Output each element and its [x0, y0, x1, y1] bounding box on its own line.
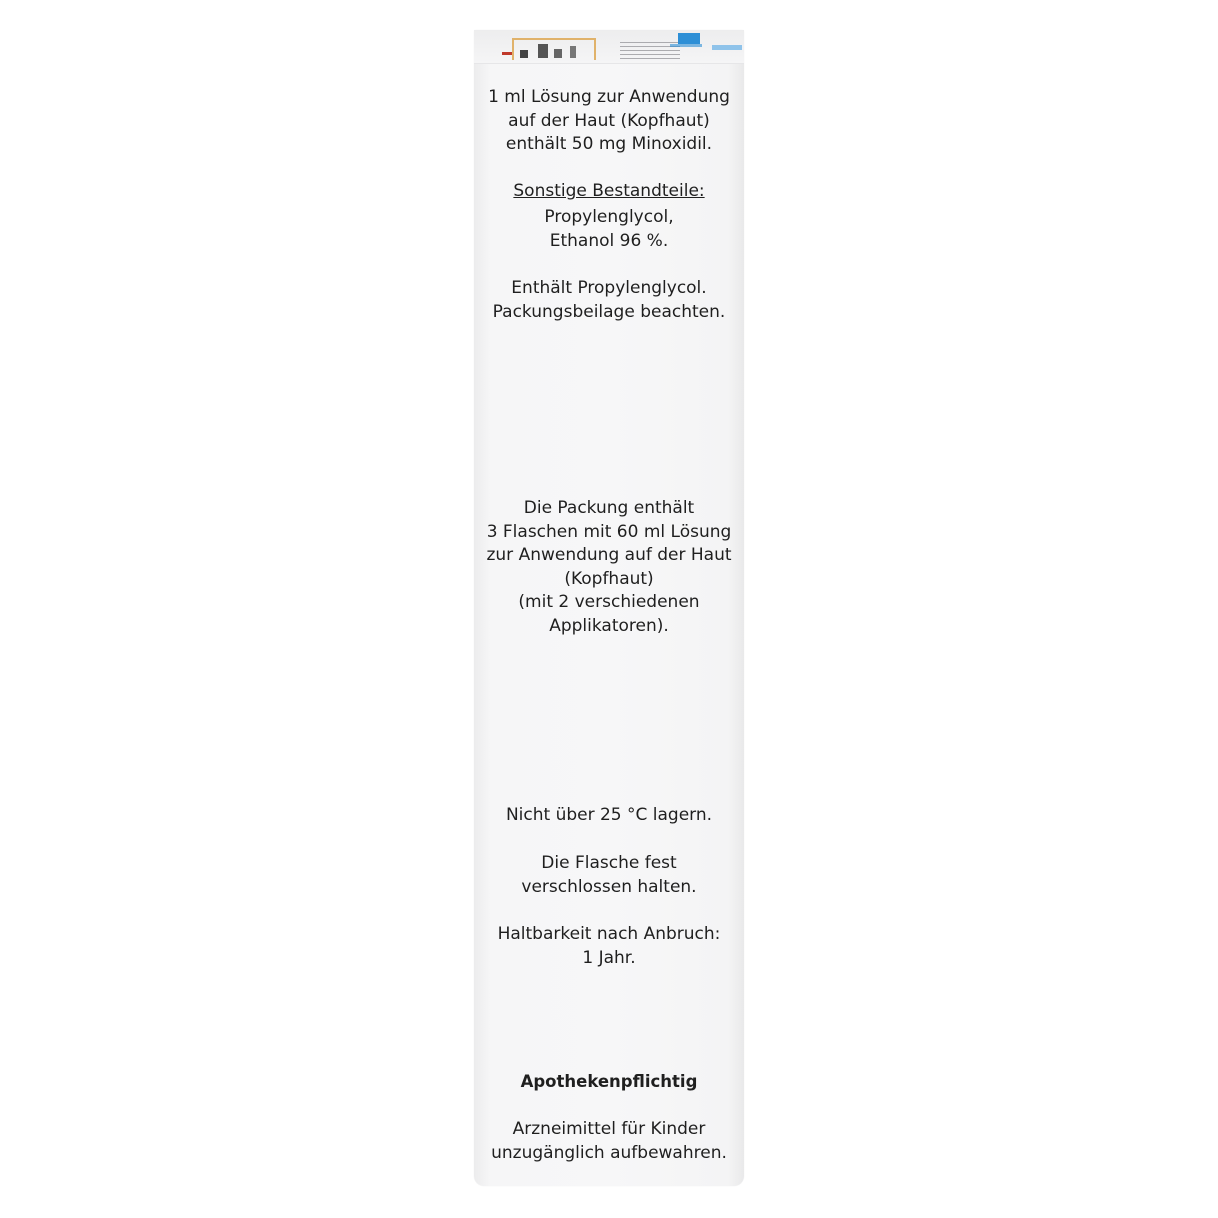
shelf-life-text: Haltbarkeit nach Anbruch: 1 Jahr. [497, 924, 721, 968]
notice-text: Enthält Propylenglycol. Packungsbeilage beachten. [492, 278, 726, 322]
other-ingredients-heading: Sonstige Bestandteile: [513, 181, 705, 201]
other-ingredients-text: Propylenglycol, Ethanol 96 %. [544, 207, 674, 251]
blue-band-icon [712, 45, 742, 50]
pharmacy-only-label: Apothekenpflichtig [520, 1072, 698, 1091]
brand-logo-icon [678, 33, 700, 44]
brand-bar-icon [670, 44, 702, 47]
product-image-icon [512, 38, 596, 60]
contents-text: Die Packung enthält 3 Flaschen mit 60 ml Lösung zur Anwendung auf der Haut (Kopfhaut) (mit 2 verschiedenen Applikatoren). [486, 498, 732, 636]
storage-text: Nicht über 25 °C lagern. [505, 805, 713, 825]
composition-text: 1 ml Lösung zur Anwendung auf der Haut (Kopfhaut) enthält 50 mg Minoxidil. [488, 87, 730, 154]
package-top-strip [474, 30, 744, 64]
keep-away-from-children-text: Arzneimittel für Kinder unzugänglich aufbewahren. [491, 1119, 727, 1163]
bottle-text: Die Flasche fest verschlossen halten. [521, 853, 697, 897]
